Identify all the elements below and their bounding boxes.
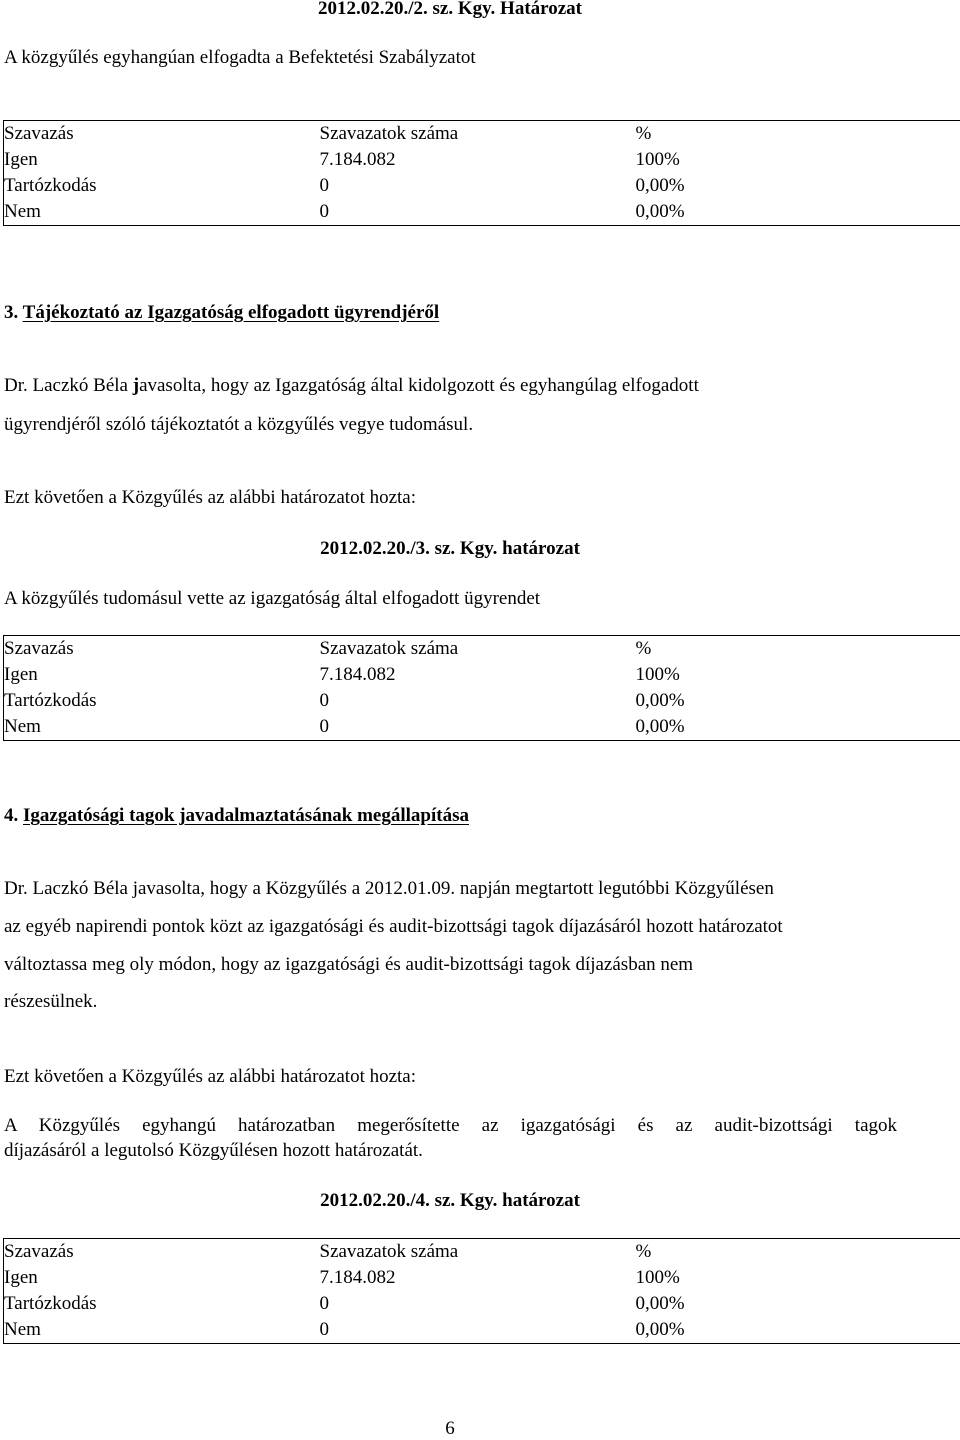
table-cell: 0 bbox=[319, 1293, 329, 1314]
table-row bbox=[4, 714, 960, 741]
table-cell: 0,00% bbox=[635, 201, 685, 222]
resolution-3-statement: A közgyűlés tudomásul vette az igazgatóság által elfogadott ügyrendet bbox=[4, 588, 541, 609]
section-title: Tájékoztató az Igazgatóság elfogadott ügyrendjéről bbox=[22, 302, 440, 323]
vote-table-4 bbox=[3, 1238, 960, 1344]
table-cell: Nem bbox=[4, 1319, 41, 1340]
section-3-paragraph-line bbox=[4, 375, 699, 397]
header-cell: Szavazás bbox=[4, 1241, 74, 1262]
section-4-paragraph-line: változtassa meg oly módon, hogy az igazgatósági és audit-bizottsági tagok díjazásban nem bbox=[4, 954, 694, 975]
header-cell: Szavazatok száma bbox=[319, 123, 459, 144]
section-3-intro: Ezt követően a Közgyűlés az alábbi határozatot hozta: bbox=[4, 487, 417, 508]
header-cell: Szavazás bbox=[4, 638, 74, 659]
table-cell: 100% bbox=[635, 1267, 680, 1288]
resolution-2-statement: A közgyűlés egyhangúan elfogadta a Befektetési Szabályzatot bbox=[4, 47, 476, 68]
table-cell: 7.184.082 bbox=[319, 664, 396, 685]
table-row bbox=[4, 1317, 960, 1344]
table-cell: Igen bbox=[4, 149, 38, 170]
table-row bbox=[4, 1291, 960, 1317]
resolution-4-heading: 2012.02.20./4. sz. Kgy. határozat bbox=[320, 1190, 580, 1211]
table-cell: Nem bbox=[4, 716, 41, 737]
table-cell: Tartózkodás bbox=[4, 175, 97, 196]
section-3-paragraph-line: ügyrendjéről szóló tájékoztatót a közgyűlés vegye tudomásul. bbox=[4, 414, 474, 435]
table-cell: 0,00% bbox=[635, 1319, 685, 1340]
text-run: avasolta, hogy az Igazgatóság által kidolgozott és egyhangúlag elfogadott bbox=[139, 375, 699, 396]
section-4-result-line: A Közgyűlés egyhangú határozatban megerősítette az igazgatósági és az audit-bizottsági tagok bbox=[4, 1115, 897, 1136]
text-run: Dr. Laczkó Béla bbox=[4, 375, 133, 396]
header-cell: % bbox=[635, 1241, 652, 1262]
table-cell: 7.184.082 bbox=[319, 149, 396, 170]
section-4-result-line: díjazásáról a legutolsó Közgyűlésen hozott határozatát. bbox=[4, 1140, 423, 1161]
table-cell: 0 bbox=[319, 201, 329, 222]
table-row bbox=[4, 173, 960, 199]
table-cell: 0,00% bbox=[635, 175, 685, 196]
section-3-heading bbox=[4, 302, 439, 324]
resolution-3-heading: 2012.02.20./3. sz. Kgy. határozat bbox=[320, 538, 580, 559]
section-4-paragraph-line: az egyéb napirendi pontok közt az igazgatósági és audit-bizottsági tagok díjazásáról hozott határozatot bbox=[4, 916, 783, 937]
table-cell: Tartózkodás bbox=[4, 690, 97, 711]
header-cell: % bbox=[635, 123, 652, 144]
table-cell: 0,00% bbox=[635, 690, 685, 711]
table-cell: Tartózkodás bbox=[4, 1293, 97, 1314]
text-run: j bbox=[132, 375, 140, 396]
section-number: 3. bbox=[4, 302, 19, 323]
table-cell: 100% bbox=[635, 149, 680, 170]
table-cell: 0 bbox=[319, 690, 329, 711]
table-row bbox=[4, 662, 960, 688]
vote-table-2 bbox=[3, 120, 960, 226]
section-number: 4. bbox=[4, 805, 19, 826]
section-4-intro: Ezt követően a Közgyűlés az alábbi határozatot hozta: bbox=[4, 1066, 417, 1087]
table-cell: Nem bbox=[4, 201, 41, 222]
table-row bbox=[4, 199, 960, 226]
table-cell: 7.184.082 bbox=[319, 1267, 396, 1288]
table-cell: 0 bbox=[319, 716, 329, 737]
table-cell: Igen bbox=[4, 664, 38, 685]
table-cell: 0 bbox=[319, 1319, 329, 1340]
table-cell: 0 bbox=[319, 175, 329, 196]
section-4-paragraph-line: Dr. Laczkó Béla javasolta, hogy a Közgyűlés a 2012.01.09. napján megtartott legutóbbi Közgyűlésen bbox=[4, 878, 774, 899]
header-cell: % bbox=[635, 638, 652, 659]
section-title: Igazgatósági tagok javadalmaztatásának megállapítása bbox=[23, 805, 469, 826]
table-cell: 0,00% bbox=[635, 716, 685, 737]
section-4-paragraph-line: részesülnek. bbox=[4, 991, 98, 1012]
header-cell: Szavazás bbox=[4, 123, 74, 144]
table-row bbox=[4, 147, 960, 173]
header-cell: Szavazatok száma bbox=[319, 1241, 459, 1262]
vote-table-header bbox=[4, 1239, 960, 1266]
resolution-2-heading: 2012.02.20./2. sz. Kgy. Határozat bbox=[317, 0, 583, 19]
table-cell: Igen bbox=[4, 1267, 38, 1288]
section-4-heading bbox=[4, 805, 469, 827]
table-cell: 100% bbox=[635, 664, 680, 685]
vote-table-header bbox=[4, 636, 960, 663]
page-number: 6 bbox=[445, 1418, 455, 1439]
vote-table-header bbox=[4, 121, 960, 148]
header-cell: Szavazatok száma bbox=[319, 638, 459, 659]
table-cell: 0,00% bbox=[635, 1293, 685, 1314]
table-row bbox=[4, 1265, 960, 1291]
vote-table-3 bbox=[3, 635, 960, 741]
table-row bbox=[4, 688, 960, 714]
